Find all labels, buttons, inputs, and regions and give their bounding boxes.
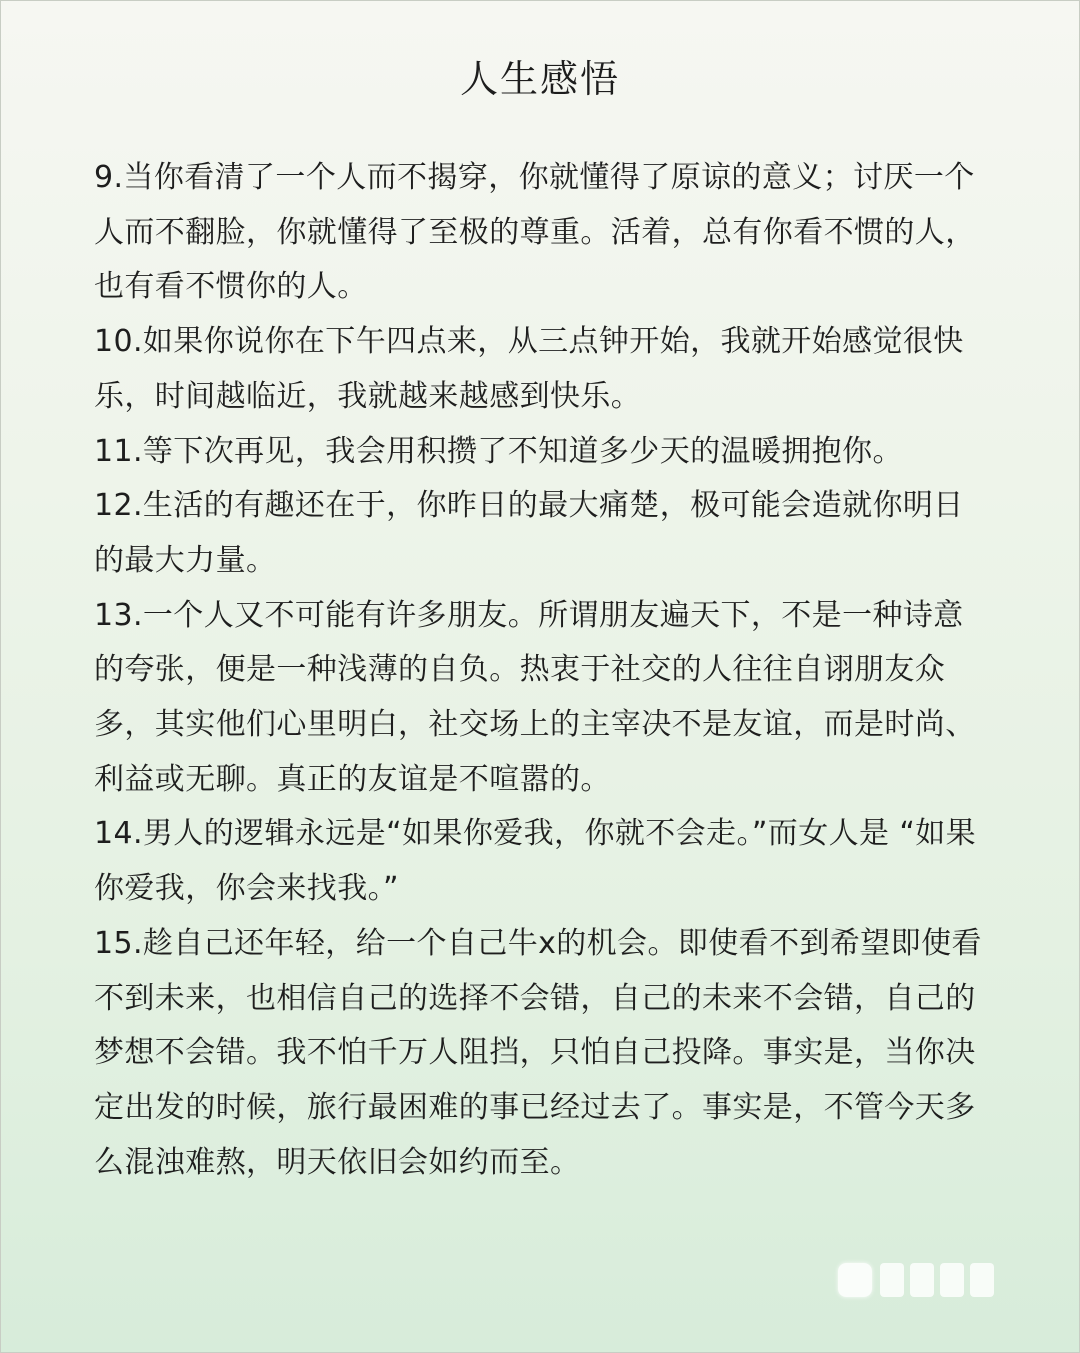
watermark-logo-icon bbox=[838, 1263, 872, 1297]
paragraph-10: 10.如果你说你在下午四点来，从三点钟开始，我就开始感觉很快乐，时间越临近，我就越来越感到快乐。 bbox=[94, 324, 964, 414]
paragraph-15: 15.趁自己还年轻，给一个自己牛x的机会。即使看不到希望即使看不到未来，也相信自己的选择不会错，自己的未来不会错，自己的梦想不会错。我不怕千万人阻挡，只怕自己投降。事实是，当你决定出发的时候，旅行最困难的事已经过去了。事实是，不管今天多么混浊难熬，明天依旧会如约而至。 bbox=[94, 925, 982, 1180]
watermark-mark bbox=[880, 1263, 994, 1297]
paragraph-14: 14.男人的逻辑永远是“如果你爱我，你就不会走。”而女人是 “如果你爱我，你会来找我。” bbox=[94, 816, 977, 907]
watermark bbox=[838, 1263, 994, 1297]
paragraph-11: 11.等下次再见，我会用积攒了不知道多少天的温暖拥抱你。 bbox=[94, 433, 903, 469]
paragraph-9: 9.当你看清了一个人而不揭穿，你就懂得了原谅的意义；讨厌一个人而不翻脸，你就懂得了至极的尊重。活着，总有你看不惯的人，也有看不惯你的人。 bbox=[94, 160, 976, 305]
paragraph-12: 12.生活的有趣还在于，你昨日的最大痛楚，极可能会造就你明日的最大力量。 bbox=[94, 488, 964, 578]
page-title: 人生感悟 bbox=[459, 57, 620, 101]
paragraph-13: 13.一个人又不可能有许多朋友。所谓朋友遍天下，不是一种诗意的夸张，便是一种浅薄的自负。热衷于社交的人往往自诩朋友众多，其实他们心里明白，社交场上的主宰决不是友谊，而是时尚、利益或无聊。真正的友谊是不喧嚣的。 bbox=[94, 597, 976, 797]
article-body bbox=[94, 151, 984, 1190]
